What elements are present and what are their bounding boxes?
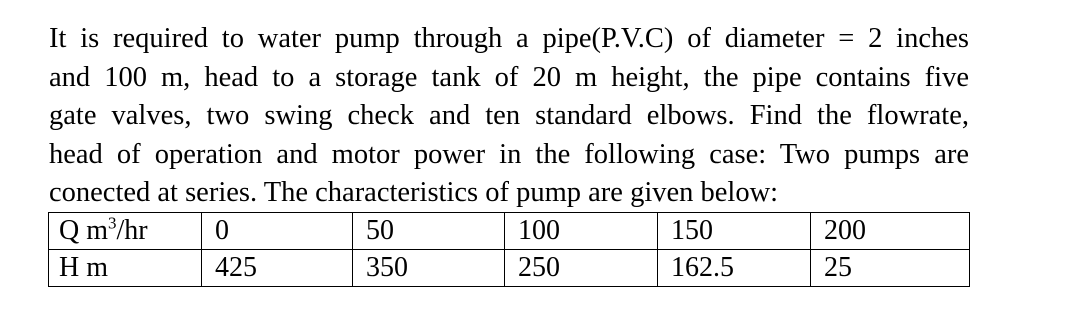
table-cell: 200 <box>811 213 970 250</box>
table-row-flowrate <box>49 213 970 250</box>
table-cell: 350 <box>353 250 505 287</box>
table-cell: 25 <box>811 250 970 287</box>
flowrate-label: Q m <box>59 215 108 246</box>
flowrate-label-exponent: 3 <box>108 213 117 233</box>
pump-characteristics-table <box>48 212 970 287</box>
problem-statement <box>49 20 969 213</box>
table-cell: 150 <box>658 213 811 250</box>
table-cell: 425 <box>202 250 353 287</box>
row-header-head: H m <box>49 250 202 287</box>
problem-line: head of operation and motor power in the following case: Two pumps are <box>49 138 969 170</box>
table-cell: 50 <box>353 213 505 250</box>
problem-line: It is required to water pump through a pipe(P.V.C) of diameter = 2 inches <box>49 23 969 54</box>
row-header-flowrate <box>49 213 202 250</box>
flowrate-label-unit: /hr <box>116 215 148 246</box>
table-cell: 162.5 <box>658 250 811 287</box>
problem-line: conected at series. The characteristics of pump are given below: <box>49 177 779 208</box>
problem-line: gate valves, two swing check and ten standard elbows. Find the flowrate, <box>49 100 969 131</box>
table-cell: 250 <box>505 250 658 287</box>
table-cell: 0 <box>202 213 353 250</box>
table-cell: 100 <box>505 213 658 250</box>
problem-line: and 100 m, head to a storage tank of 20 m height, the pipe contains five <box>49 61 969 93</box>
table-row-head <box>49 250 970 287</box>
